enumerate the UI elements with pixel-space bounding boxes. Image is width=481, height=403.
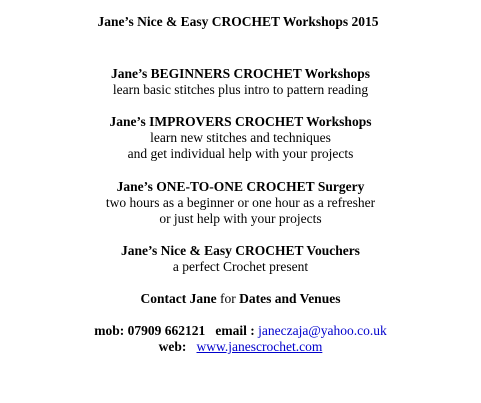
beginners-description: learn basic stitches plus intro to pattern reading [112,82,369,97]
contact-middle: for [216,291,240,306]
phone-email-line [0,323,481,339]
improvers-description-line-1: learn new stitches and techniques [150,130,331,145]
web-label: web: [158,339,187,354]
mobile-number: mob: 07909 662121 [94,323,206,338]
improvers-description-line-2: and get individual help with your projects [127,146,354,161]
vouchers-heading: Jane’s Nice & Easy CROCHET Vouchers [121,243,360,258]
beginners-heading: Jane’s BEGINNERS CROCHET Workshops [111,66,370,81]
contact-suffix: Dates and Venues [239,291,341,306]
email-label: email : [215,323,255,338]
one-to-one-description-line-1: two hours as a beginner or one hour as a refresher [105,195,376,210]
website-line [0,339,481,355]
improvers-heading: Jane’s IMPROVERS CROCHET Workshops [109,114,372,129]
page-title: Jane’s Nice & Easy CROCHET Workshops 2015 [97,14,379,29]
one-to-one-description-line-2: or just help with your projects [159,211,322,226]
vouchers-description: a perfect Crochet present [172,259,309,274]
contact-line [0,291,481,307]
website-link[interactable]: www.janescrochet.com [196,339,323,354]
one-to-one-heading: Jane’s ONE-TO-ONE CROCHET Surgery [116,179,365,194]
contact-prefix: Contact Jane [140,291,217,306]
email-address-link[interactable]: janeczaja@yahoo.co.uk [258,323,387,338]
